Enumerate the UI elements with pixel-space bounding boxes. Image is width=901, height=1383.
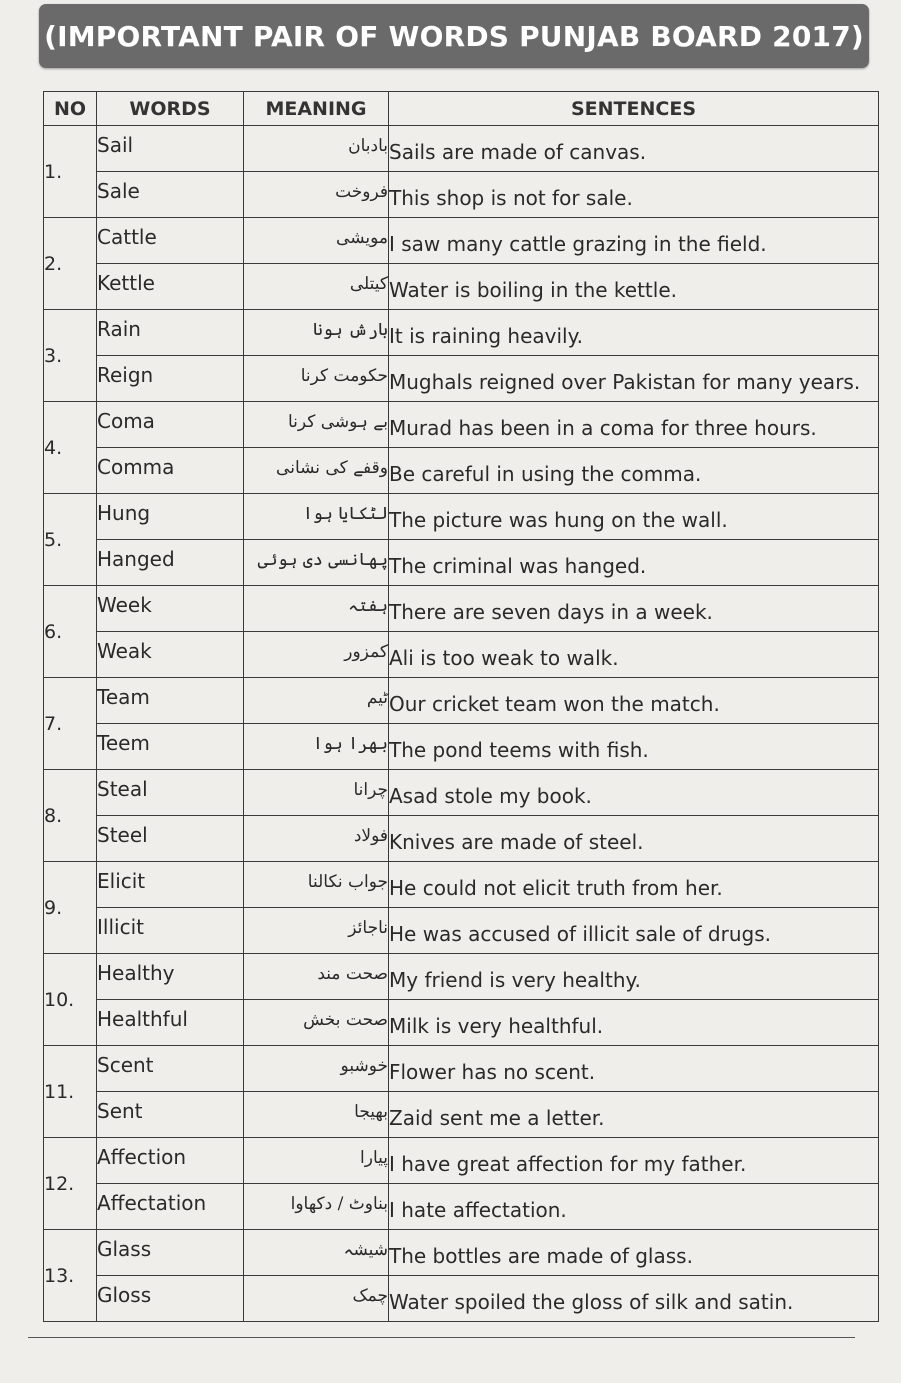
sentence-cell [389, 816, 879, 862]
meaning-cell-text: بھیجا [354, 1101, 388, 1122]
bottom-divider [28, 1337, 855, 1338]
word-pairs-table [43, 91, 879, 1322]
word-cell-text: Elicit [97, 868, 146, 893]
table-row [44, 908, 879, 954]
sentence-cell-text: Milk is very healthful. [389, 1013, 604, 1038]
meaning-cell-text: کمزور [344, 641, 388, 662]
word-cell [97, 632, 244, 678]
sentence-cell [389, 310, 879, 356]
word-cell-text: Cattle [97, 224, 157, 249]
meaning-cell-text: بناوٹ / دکھاوا [290, 1193, 388, 1214]
pair-number: 11. [44, 1046, 97, 1138]
sentence-cell [389, 172, 879, 218]
pair-number: 10. [44, 954, 97, 1046]
sentence-cell-text: Murad has been in a coma for three hours. [389, 415, 817, 440]
meaning-cell-text: بارش ہونا [312, 320, 388, 340]
pair-number: 3. [44, 310, 97, 402]
meaning-cell-text: پھانسی دی ہوئی [257, 550, 388, 570]
word-cell-text: Teem [97, 730, 150, 755]
sentence-cell [389, 678, 879, 724]
table-row [44, 586, 879, 632]
sentence-cell-text: He could not elicit truth from her. [389, 875, 723, 900]
table-row [44, 1276, 879, 1322]
sentence-cell-text: Be careful in using the comma. [389, 461, 702, 486]
meaning-cell [244, 172, 389, 218]
word-cell-text: Sent [97, 1098, 143, 1123]
sentence-cell-text: There are seven days in a week. [389, 599, 713, 624]
meaning-cell-text: بے ہوشی کرنا [287, 412, 388, 432]
sentence-cell-text: The bottles are made of glass. [389, 1243, 693, 1268]
word-cell-text: Steel [97, 822, 148, 847]
pair-number: 8. [44, 770, 97, 862]
meaning-cell-text: چرانا [353, 779, 388, 800]
table-row [44, 678, 879, 724]
sentence-cell [389, 770, 879, 816]
word-cell [97, 448, 244, 494]
meaning-cell-text: لٹکایا ہوا [302, 504, 388, 524]
sentence-cell-text: I hate affectation. [389, 1197, 567, 1222]
word-cell-text: Illicit [97, 914, 144, 939]
meaning-cell-text: کیتلی [349, 273, 388, 294]
table-row [44, 494, 879, 540]
pair-number: 12. [44, 1138, 97, 1230]
table-row [44, 862, 879, 908]
meaning-cell-text: وقفے کی نشانی [276, 458, 388, 478]
meaning-cell [244, 1092, 389, 1138]
word-cell-text: Hanged [97, 546, 175, 571]
word-cell [97, 540, 244, 586]
word-cell-text: Healthy [97, 960, 175, 985]
sentence-cell-text: The criminal was hanged. [389, 553, 647, 578]
sentence-cell-text: Flower has no scent. [389, 1059, 596, 1084]
meaning-cell [244, 632, 389, 678]
word-cell-text: Glass [97, 1236, 152, 1261]
meaning-cell [244, 586, 389, 632]
word-cell-text: Rain [97, 316, 141, 341]
word-cell [97, 586, 244, 632]
sentence-cell-text: Sails are made of canvas. [389, 139, 647, 164]
sentence-cell-text: Mughals reigned over Pakistan for many years. [389, 369, 861, 394]
word-cell [97, 1046, 244, 1092]
meaning-cell-text: خوشبو [340, 1055, 388, 1076]
word-cell [97, 1138, 244, 1184]
pair-number: 2. [44, 218, 97, 310]
meaning-cell [244, 908, 389, 954]
table-row [44, 1184, 879, 1230]
header-words: WORDS [97, 92, 244, 126]
word-cell-text: Healthful [97, 1006, 188, 1031]
sentence-cell-text: I have great affection for my father. [389, 1151, 747, 1176]
table-row [44, 126, 879, 172]
meaning-cell-text: صحت مند [317, 963, 388, 984]
sentence-cell [389, 1092, 879, 1138]
meaning-cell [244, 862, 389, 908]
meaning-cell [244, 1046, 389, 1092]
table-row [44, 310, 879, 356]
sentence-cell [389, 632, 879, 678]
sentence-cell [389, 1184, 879, 1230]
table-row [44, 356, 879, 402]
word-cell [97, 310, 244, 356]
word-cell-text: Reign [97, 362, 154, 387]
table-row [44, 264, 879, 310]
word-cell-text: Comma [97, 454, 175, 479]
meaning-cell [244, 310, 389, 356]
word-cell-text: Sail [97, 132, 134, 157]
meaning-cell [244, 1138, 389, 1184]
word-cell-text: Week [97, 592, 152, 617]
meaning-cell [244, 954, 389, 1000]
sentence-cell-text: The pond teems with fish. [389, 737, 649, 762]
word-cell [97, 494, 244, 540]
sentence-cell-text: It is raining heavily. [389, 323, 583, 348]
word-cell [97, 724, 244, 770]
sentence-cell [389, 908, 879, 954]
table-row [44, 540, 879, 586]
word-cell [97, 770, 244, 816]
table-row [44, 1138, 879, 1184]
meaning-cell [244, 494, 389, 540]
meaning-cell-text: بھرا ہوا [312, 734, 388, 754]
word-cell-text: Affection [97, 1144, 187, 1169]
pair-number: 5. [44, 494, 97, 586]
sentence-cell [389, 356, 879, 402]
sentence-cell [389, 1230, 879, 1276]
sentence-cell [389, 954, 879, 1000]
sentence-cell-text: My friend is very healthy. [389, 967, 641, 992]
meaning-cell [244, 356, 389, 402]
meaning-cell-text: شیشہ [343, 1240, 388, 1260]
word-cell [97, 908, 244, 954]
word-cell [97, 126, 244, 172]
sentence-cell [389, 126, 879, 172]
word-cell [97, 1092, 244, 1138]
meaning-cell [244, 1276, 389, 1322]
word-cell-text: Coma [97, 408, 155, 433]
table-row [44, 954, 879, 1000]
meaning-cell-text: حکومت کرنا [300, 365, 388, 386]
sentence-cell-text: I saw many cattle grazing in the field. [389, 231, 767, 256]
meaning-cell-text: جواب نکالنا [307, 871, 388, 892]
table-header-row [44, 92, 879, 126]
word-cell [97, 1000, 244, 1046]
sentence-cell-text: Ali is too weak to walk. [389, 645, 619, 670]
meaning-cell-text: پیارا [360, 1147, 388, 1168]
sentence-cell-text: This shop is not for sale. [389, 185, 633, 210]
meaning-cell [244, 126, 389, 172]
sentence-cell-text: Our cricket team won the match. [389, 691, 720, 716]
sentence-cell [389, 540, 879, 586]
table-row [44, 770, 879, 816]
sentence-cell-text: Water spoiled the gloss of silk and satin. [389, 1289, 794, 1314]
meaning-cell [244, 402, 389, 448]
meaning-cell [244, 448, 389, 494]
pair-number: 13. [44, 1230, 97, 1322]
title-banner [39, 4, 869, 68]
table-row [44, 1230, 879, 1276]
sentence-cell [389, 448, 879, 494]
word-cell [97, 356, 244, 402]
table-body [44, 126, 879, 1322]
word-cell [97, 1184, 244, 1230]
table-row [44, 1000, 879, 1046]
sentence-cell [389, 264, 879, 310]
sentence-cell-text: He was accused of illicit sale of drugs. [389, 921, 772, 946]
word-cell-text: Sale [97, 178, 140, 203]
word-cell-text: Hung [97, 500, 151, 525]
sentence-cell-text: Zaid sent me a letter. [389, 1105, 605, 1130]
meaning-cell [244, 1230, 389, 1276]
sentence-cell [389, 724, 879, 770]
sentence-cell [389, 1000, 879, 1046]
sentence-cell [389, 402, 879, 448]
word-cell-text: Steal [97, 776, 148, 801]
word-cell [97, 816, 244, 862]
meaning-cell-text: ٹیم [366, 687, 388, 708]
word-cell [97, 218, 244, 264]
pair-number: 4. [44, 402, 97, 494]
word-cell [97, 172, 244, 218]
meaning-cell [244, 264, 389, 310]
word-cell-text: Affectation [97, 1190, 207, 1215]
pair-number: 6. [44, 586, 97, 678]
sentence-cell [389, 586, 879, 632]
header-no: NO [44, 92, 97, 126]
meaning-cell-text: بادبان [348, 135, 388, 156]
meaning-cell [244, 218, 389, 264]
meaning-cell [244, 540, 389, 586]
word-cell [97, 1276, 244, 1322]
table-row [44, 448, 879, 494]
meaning-cell-text: فولاد [353, 825, 388, 846]
sentence-cell [389, 1046, 879, 1092]
meaning-cell [244, 724, 389, 770]
pair-number: 1. [44, 126, 97, 218]
word-cell [97, 402, 244, 448]
word-cell [97, 954, 244, 1000]
table-row [44, 402, 879, 448]
meaning-cell-text: مویشی [336, 227, 388, 248]
word-cell-text: Kettle [97, 270, 155, 295]
sentence-cell-text: Asad stole my book. [389, 783, 592, 808]
table-row [44, 724, 879, 770]
meaning-cell [244, 678, 389, 724]
sentence-cell-text: Water is boiling in the kettle. [389, 277, 677, 302]
page-title: (IMPORTANT PAIR OF WORDS PUNJAB BOARD 2017) [44, 19, 864, 53]
word-cell-text: Team [97, 684, 150, 709]
word-cell-text: Weak [97, 638, 152, 663]
meaning-cell [244, 770, 389, 816]
word-cell [97, 678, 244, 724]
header-meaning: MEANING [244, 92, 389, 126]
word-cell-text: Scent [97, 1052, 154, 1077]
meaning-cell-text: ناجائز [348, 917, 388, 938]
table-row [44, 1092, 879, 1138]
word-cell [97, 862, 244, 908]
sentence-cell [389, 862, 879, 908]
table-row [44, 172, 879, 218]
meaning-cell [244, 1184, 389, 1230]
meaning-cell-text: فروخت [335, 181, 388, 202]
meaning-cell [244, 816, 389, 862]
sentence-cell-text: The picture was hung on the wall. [389, 507, 728, 532]
table-row [44, 816, 879, 862]
sentence-cell [389, 218, 879, 264]
pair-number: 7. [44, 678, 97, 770]
word-cell-text: Gloss [97, 1282, 152, 1307]
sentence-cell-text: Knives are made of steel. [389, 829, 644, 854]
header-sentences: SENTENCES [389, 92, 879, 126]
meaning-cell [244, 1000, 389, 1046]
sentence-cell [389, 1276, 879, 1322]
meaning-cell-text: ہفتہ [348, 596, 388, 616]
table-row [44, 218, 879, 264]
sentence-cell [389, 494, 879, 540]
pair-number: 9. [44, 862, 97, 954]
word-cell [97, 264, 244, 310]
word-cell [97, 1230, 244, 1276]
meaning-cell-text: چمک [352, 1285, 388, 1306]
table-row [44, 1046, 879, 1092]
table-row [44, 632, 879, 678]
meaning-cell-text: صحت بخش [303, 1009, 388, 1030]
sentence-cell [389, 1138, 879, 1184]
